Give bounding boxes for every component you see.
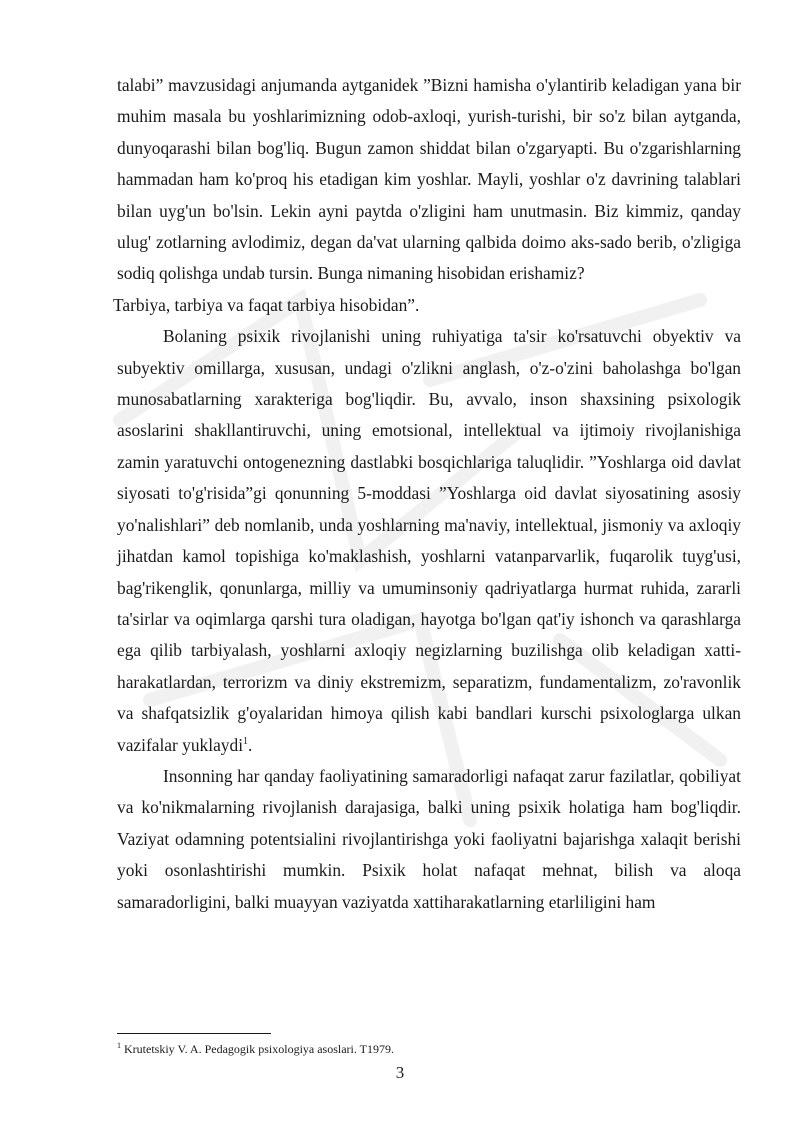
body-text [113,70,741,918]
page-number: 3 [395,1063,405,1082]
footnote-reference[interactable]: 1 [243,735,249,747]
footnote-divider [117,1033,271,1034]
paragraph-psychic-development [117,321,741,761]
paragraph-quote-end: Tarbiya, tarbiya va faqat tarbiya hisobidan”. [113,294,420,315]
footnote-marker: 1 [117,1041,121,1050]
paragraph-text: Bolaning psixik rivojlanishi uning ruhiyatiga ta'sir ko'rsatuvchi obyektiv va subyektiv omillarga, xususan, undagi o'zlikni anglash, o'z-o'zini baholashga bo'lgan munosabatlarning xarakteriga bog'liqdir. Bu, avvalo, inson shaxsining psixologik asoslarini shakllantiruvchi, uning emotsional, intellektual va ijtimoiy rivojlanishiga zamin yaratuvchi ontogenezning dastlabki bosqichlariga taluqlidir. ”Yoshlarga oid davlat siyosati to'g'risida”gi qonunning 5-moddasi ”Yoshlarga oid davlat siyosatining asosiy yo'nalishlari” deb nomlanib, unda yoshlarning ma'naviy, intellektual, jismoniy va axloqiy jihatdan kamol topishiga ko'maklashish, yoshlarni vatanparvarlik, fuqarolik tuyg'usi, bag'rikenglik, qonunlarga, milliy va umuminsoniy qadriyatlarga hurmat ruhida, zararli ta'sirlar va oqimlarga qarshi tura oladigan, hayotga bo'lgan qat'iy ishonch va qarashlarga ega qilib tarbiyalash, yoshlarni axloqiy negizlarning buzilishga olib keladigan xatti-harakatlardan, terrorizm va diniy ekstremizm, separatizm, fundamentalizm, zo'ravonlik va shafqatsizlik g'oyalaridan himoya qilish kabi bandlari kurschi psixologlarga ulkan vazifalar yuklaydi [117,326,741,755]
footnote-text: Krutetskiy V. A. Pedagogik psixologiya asoslari. T1979. [124,1042,394,1056]
paragraph-activity-efficiency: Insonning har qanday faoliyatining samaradorligi nafaqat zarur fazilatlar, qobiliyat va ko'nikmalarning rivojlanish darajasiga, balki uning psixik holatiga ham bog'liqdir. Vaziyat odamning potentsialini rivojlantirishga yoki faoliyatni bajarishga xalaqit berishi yoki osonlashtirishi mumkin. Psixik holat nafaqat mehnat, bilish va aloqa samaradorligini, balki muayyan vaziyatda xattiharakatlarning etarliligini ham [117,765,741,912]
footnote [117,1041,741,1057]
paragraph-quote-continuation: talabi” mavzusidagi anjumanda aytganidek ”Bizni hamisha o'ylantirib keladigan yana bir muhim masala bu yoshlarimizning odob-axloqi, yurish-turishi, bir so'z bilan aytganda, dunyoqarashi bilan bog'liq. Bugun zamon shiddat bilan o'zgaryapti. Bu o'zgarishlarning hammadan ham ko'proq his etadigan kim yoshlar. Mayli, yoshlar o'z davrining talablari bilan uyg'un bo'lsin. Lekin ayni paytda o'zligini ham unutmasin. Biz kimmiz, qanday ulug' zotlarning avlodimiz, degan da'vat ularning qalbida doimo aks-sado berib, o'zligiga sodiq qolishga undab tursin. Bunga nimaning hisobidan erishamiz? [117,75,741,284]
paragraph-trailing-punctuation: . [248,734,253,755]
